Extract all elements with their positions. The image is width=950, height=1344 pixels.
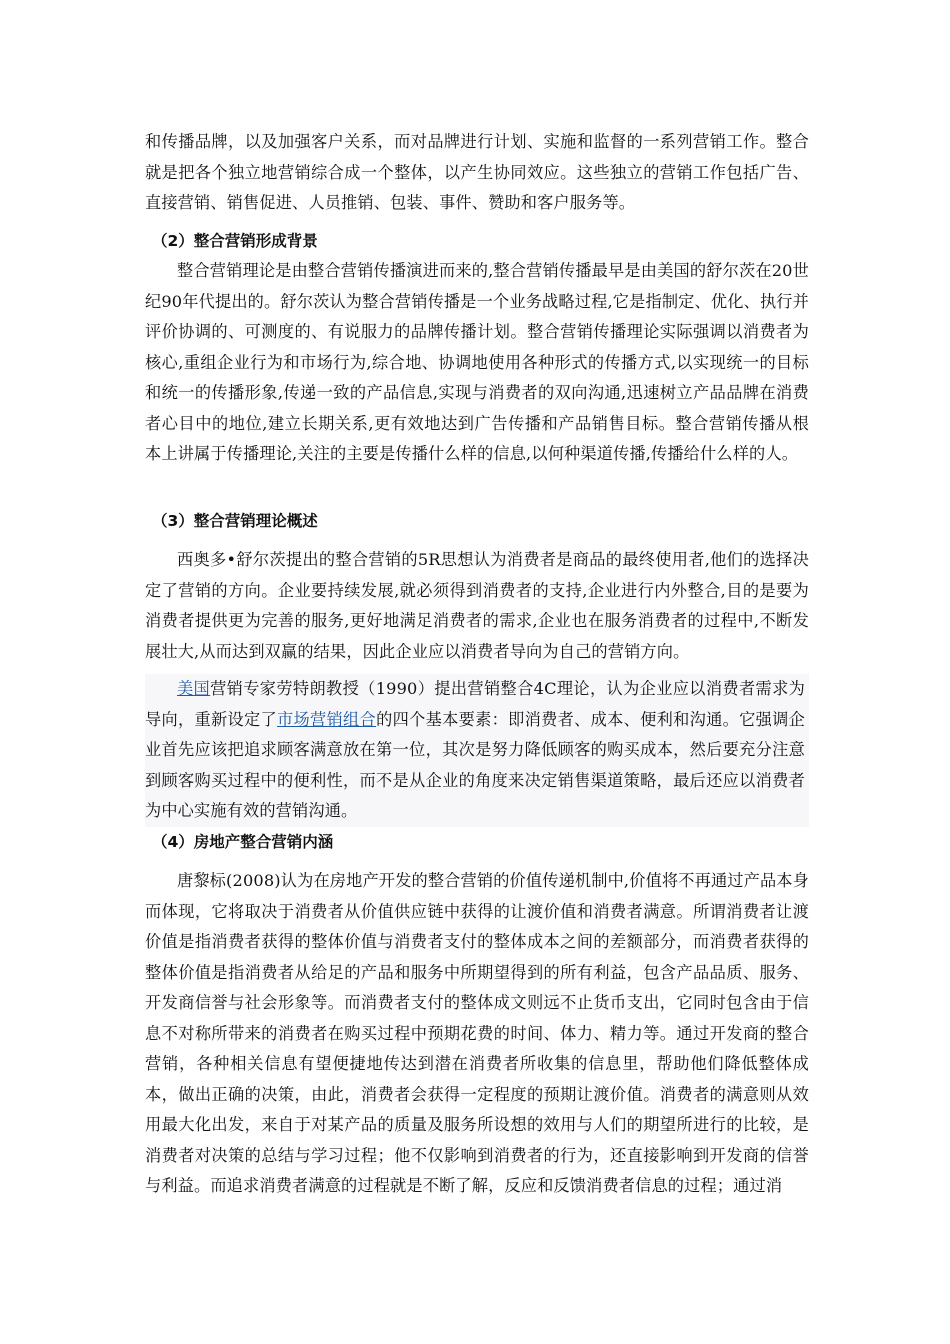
heading-theory-overview: （3）整合营销理论概述	[152, 512, 318, 530]
paragraph-4c-theory	[145, 674, 809, 827]
paragraph-5r-theory: 西奥多•舒尔茨提出的整合营销的5R思想认为消费者是商品的最终使用者,他们的选择决定了营销的方向。企业要持续发展,就必须得到消费者的支持,企业进行内外整合,目的是要为消费者提供更为完善的服务,更好地满足消费者的需求,企业也在服务消费者的过程中,不断发展壮大,从而达到双赢的结果，因此企业应以消费者导向为自己的营销方向。	[145, 550, 809, 661]
heading-background: （2）整合营销形成背景	[152, 232, 318, 250]
paragraph-4c-text-2: 的四个基本要素：即消费者、成本、便利和沟通。它强调企业首先应该把追求顾客满意放在第一位，其次是努力降低顾客的购买成本，然后要充分注意到顾客购买过程中的便利性，而不是从企业的角度来决定销售渠道策略，最后还应以消费者为中心实施有效的营销沟通。	[145, 709, 805, 820]
heading-real-estate: （4）房地产整合营销内涵	[152, 833, 334, 851]
paragraph-4c-text-1: 营销专家劳特朗教授（1990）提出营销整合4C理论，认为企业应以消费者需求为导向，重新设定了	[145, 679, 805, 729]
paragraph-brand-definition: 和传播品牌，以及加强客户关系，而对品牌进行计划、实施和监督的一系列营销工作。整合就是把各个独立地营销综合成一个整体，以产生协同效应。这些独立的营销工作包括广告、直接营销、销售促进、人员推销、包装、事件、赞助和客户服务等。	[145, 132, 809, 212]
paragraph-background: 整合营销理论是由整合营销传播演进而来的,整合营销传播最早是由美国的舒尔茨在20世纪90年代提出的。舒尔茨认为整合营销传播是一个业务战略过程,它是指制定、优化、执行并评价协调的、可测度的、有说服力的品牌传播计划。整合营销传播理论实际强调以消费者为核心,重组企业行为和市场行为,综合地、协调地使用各种形式的传播方式,以实现统一的目标和统一的传播形象,传递一致的产品信息,实现与消费者的双向沟通,迅速树立产品品牌在消费者心目中的地位,建立长期关系,更有效地达到广告传播和产品销售目标。整合营销传播从根本上讲属于传播理论,关注的主要是传播什么样的信息,以何种渠道传播,传播给什么样的人。	[145, 261, 809, 463]
link-marketing-mix[interactable]: 市场营销组合	[277, 709, 377, 729]
link-usa[interactable]: 美国	[177, 679, 211, 698]
paragraph-real-estate: 唐黎标(2008)认为在房地产开发的整合营销的价值传递机制中,价值将不再通过产品本身而体现，它将取决于消费者从价值供应链中获得的让渡价值和消费者满意。所谓消费者让渡价值是指消费者获得的整体价值与消费者支付的整体成本之间的差额部分，而消费者获得的整体价值是指消费者从给足的产品和服务中所期望得到的所有利益，包含产品品质、服务、开发商信誉与社会形象等。而消费者支付的整体成文则远不止货币支出，它同时包含由于信息不对称所带来的消费者在购买过程中预期花费的时间、体力、精力等。通过开发商的整合营销，各种相关信息有望便捷地传达到潜在消费者所收集的信息里，帮助他们降低整体成本，做出正确的决策，由此，消费者会获得一定程度的预期让渡价值。消费者的满意则从效用最大化出发，来自于对某产品的质量及服务所设想的效用与人们的期望所进行的比较，是消费者对决策的总结与学习过程；他不仅影响到消费者的行为，还直接影响到开发商的信誉与利益。而追求消费者满意的过程就是不断了解，反应和反馈消费者信息的过程；通过消	[145, 871, 809, 1195]
